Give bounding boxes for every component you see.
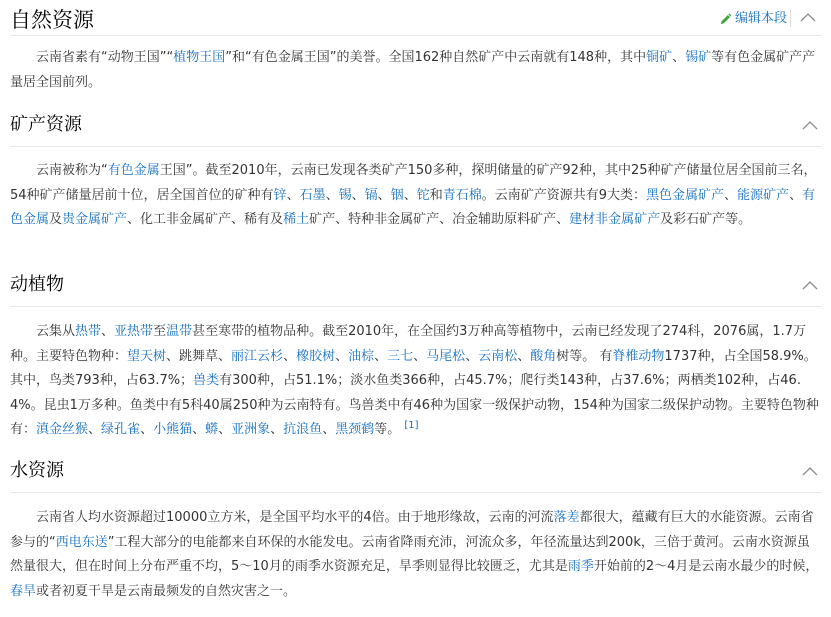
inline-link[interactable]: 西电东送: [55, 534, 108, 550]
text-run: 、: [465, 348, 479, 364]
text-run: 、: [192, 422, 206, 437]
inline-link[interactable]: 兽类: [193, 373, 220, 388]
text-run: 、: [325, 187, 339, 203]
text-run: 等有色金属矿产产量居全国前列。: [10, 50, 816, 90]
chevron-up-icon[interactable]: [800, 11, 816, 23]
text-run: 、: [286, 187, 300, 203]
inline-link[interactable]: 锌: [273, 187, 287, 203]
text-run: 、: [413, 348, 427, 364]
citation-superscript: [404, 420, 418, 431]
inline-link[interactable]: 建材非金属矿产: [569, 212, 661, 227]
text-run: 等。: [374, 422, 405, 437]
text-run: 、: [88, 422, 102, 437]
title-divider: [10, 35, 821, 36]
inline-link[interactable]: 铟: [390, 187, 404, 203]
text-run: 、: [140, 422, 154, 437]
flora-fauna-paragraph: [10, 320, 821, 443]
text-run: 、跳舞草、: [166, 348, 232, 364]
text-run: 。云南矿产资源共有9大类：: [481, 187, 647, 203]
section-divider: [10, 306, 821, 307]
section-header-flora-fauna: [10, 270, 821, 300]
section-header-water: [10, 456, 821, 486]
text-run: 及: [49, 212, 63, 227]
collapse-chevron-icon[interactable]: [802, 119, 818, 131]
text-run: 、: [789, 187, 803, 203]
citation-link[interactable]: [1]: [404, 420, 419, 431]
text-run: 和: [429, 187, 443, 203]
text-run: 至: [153, 324, 167, 339]
inline-link[interactable]: 春旱: [10, 583, 37, 599]
inline-link[interactable]: 植物王国: [173, 50, 226, 65]
text-run: 、: [351, 187, 365, 203]
inline-link[interactable]: 有色金属: [107, 163, 160, 178]
text-run: ”工程大部分的电能都来自环保的水能发电。云南省降雨充沛，河流众多，年径流量达到200k，三倍于黄河。云南水资源虽然量很大，但在时间上分布严重不均，5～10月的雨季水资源充足，旱季则显得比较匮乏，尤其是: [10, 534, 810, 574]
text-run: 云南省人均水资源超过10000立方米，是全国平均水平的4倍。由于地形缘故，云南的河流: [36, 510, 554, 525]
page-title: 自然资源: [10, 8, 94, 32]
section-divider: [10, 492, 821, 493]
inline-link[interactable]: 落差: [553, 510, 580, 525]
section-title: 矿产资源: [10, 114, 82, 135]
inline-link[interactable]: 酸角: [530, 348, 557, 364]
inline-link[interactable]: 锡矿: [685, 50, 712, 65]
inline-link[interactable]: 黑色金属矿产: [646, 187, 725, 203]
text-run: 、: [218, 422, 232, 437]
text-run: 或者初夏干旱是云南最频发的自然灾害之一。: [36, 583, 297, 599]
pencil-icon: [719, 13, 732, 26]
inline-link[interactable]: 望天树: [127, 348, 167, 364]
inline-link[interactable]: 雨季: [567, 559, 594, 574]
inline-link[interactable]: 石墨: [299, 187, 326, 203]
inline-link[interactable]: 贵金属矿产: [62, 212, 128, 227]
minerals-paragraph: [10, 159, 821, 233]
edit-section-label: 编辑本段: [735, 11, 788, 26]
text-run: 、: [270, 422, 284, 437]
inline-link[interactable]: 亚洲象: [231, 422, 271, 437]
text-run: 有300种，占51.1%；淡水鱼类366种，占45.7%；爬行类143种，占37.6%；两栖类102种，占46.4%。昆虫1万多种。鱼类中有5科40属250种为云南特有。鸟兽类中有46种为国家一级保护动物，154种为国家二级保护动物。主要特色物种有：: [10, 373, 819, 437]
text-run: 矿产、特种非金属矿产、冶金辅助原料矿产、: [309, 212, 570, 227]
inline-link[interactable]: 镉: [364, 187, 378, 203]
inline-link[interactable]: 马尾松: [426, 348, 466, 364]
section-header-minerals: [10, 110, 821, 140]
collapse-chevron-icon[interactable]: [802, 279, 818, 291]
text-run: 、: [374, 348, 388, 364]
inline-link[interactable]: 热带: [75, 324, 102, 339]
inline-link[interactable]: 温带: [166, 324, 193, 339]
text-run: 开始前的2～4月是云南水最少的时候，: [593, 559, 819, 574]
water-paragraph: [10, 506, 821, 604]
inline-link[interactable]: 云南松: [478, 348, 518, 364]
inline-link[interactable]: 锡: [338, 187, 352, 203]
text-run: 云南被称为“: [36, 163, 108, 178]
inline-link[interactable]: 蟒: [205, 422, 219, 437]
text-run: 、: [724, 187, 738, 203]
text-run: ”和“有色金属王国”的美誉。全国162种自然矿产中云南就有148种，其中: [225, 50, 647, 65]
inline-link[interactable]: 抗浪鱼: [283, 422, 323, 437]
text-run: 、: [517, 348, 531, 364]
text-run: 王国”。截至2010年，云南已发现各类矿产150多种，探明储量的矿产92种，其中25种矿产储量位居全国前三名，54种矿产储量居前十位，居全国首位的矿种有: [10, 163, 817, 203]
text-run: 、: [322, 422, 336, 437]
section-title: 水资源: [10, 460, 64, 481]
section-title: 动植物: [10, 274, 64, 295]
collapse-chevron-icon[interactable]: [802, 465, 818, 477]
inline-link[interactable]: 脊椎动物: [612, 348, 665, 364]
text-run: 云集从: [36, 324, 76, 339]
text-run: 、化工非金属矿产、稀有及: [127, 212, 284, 227]
inline-link[interactable]: 丽江云杉: [231, 348, 284, 364]
inline-link[interactable]: 青石棉: [442, 187, 482, 203]
inline-link[interactable]: 能源矿产: [737, 187, 790, 203]
text-run: 、: [101, 324, 115, 339]
text-run: 、: [283, 348, 297, 364]
inline-link[interactable]: 铊: [416, 187, 430, 203]
inline-link[interactable]: 黑颈鹤: [335, 422, 375, 437]
text-run: 1737种，占全国58.9%。其中，鸟类793种，占63.7%；: [10, 348, 817, 388]
inline-link[interactable]: 小熊猫: [153, 422, 193, 437]
inline-link[interactable]: 有色金属: [10, 187, 816, 227]
inline-link[interactable]: 亚热带: [114, 324, 154, 339]
text-run: 树等。 有: [556, 348, 613, 364]
inline-link[interactable]: 油棕: [348, 348, 375, 364]
text-run: 都很大，蕴藏有巨大的水能资源。云南省参与的“: [10, 510, 814, 550]
inline-link[interactable]: 三七: [387, 348, 414, 364]
toolbar-divider: [790, 9, 791, 27]
text-run: 、: [377, 187, 391, 203]
text-run: 、: [403, 187, 417, 203]
inline-link[interactable]: 滇金丝猴: [36, 422, 89, 437]
text-run: 、: [335, 348, 349, 364]
text-run: 、: [672, 50, 686, 65]
inline-link[interactable]: 铜矿: [646, 50, 673, 65]
inline-link[interactable]: 稀土: [283, 212, 310, 227]
text-run: 云南省素有“动物王国”“: [36, 50, 174, 65]
edit-section-button[interactable]: [719, 10, 787, 28]
section-divider: [10, 146, 821, 147]
text-run: 及彩石矿产等。: [660, 212, 752, 227]
text-run: 甚至寒带的植物品种。截至2010年，在全国约3万种高等植物中，云南已经发现了274科，2076属，1.7万种。主要特色物种：: [10, 324, 807, 364]
inline-link[interactable]: 绿孔雀: [101, 422, 141, 437]
inline-link[interactable]: 橡胶树: [296, 348, 336, 364]
intro-paragraph: [10, 46, 821, 95]
